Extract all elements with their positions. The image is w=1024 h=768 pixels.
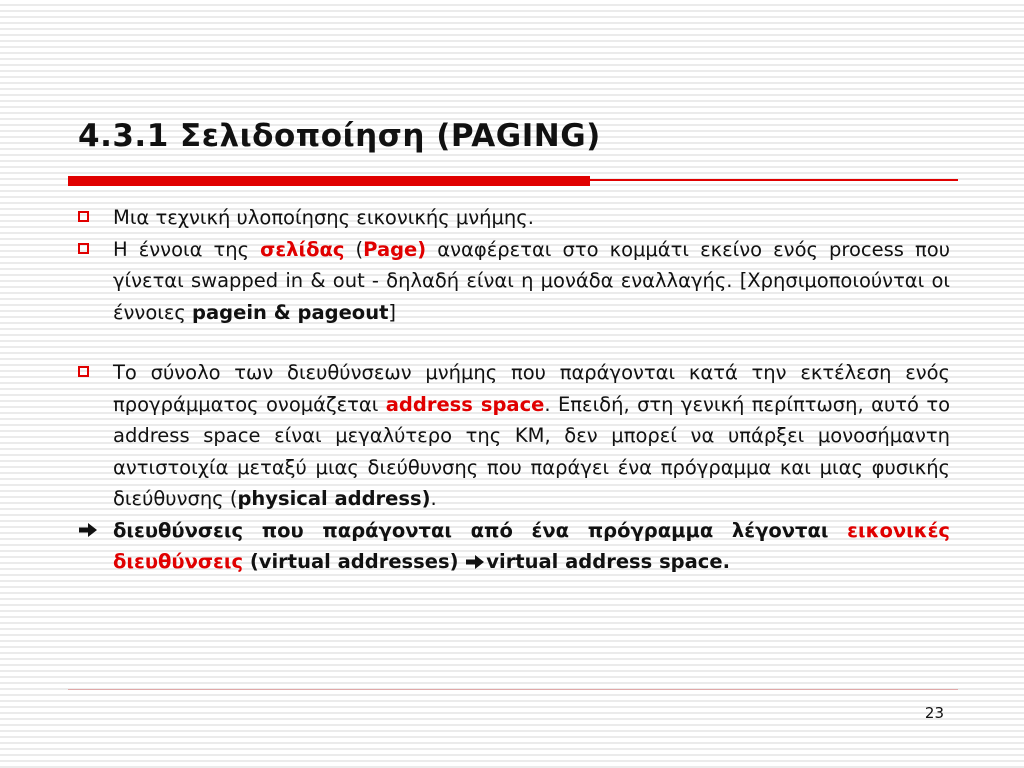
bullet-4-text-c: virtual address space.	[486, 550, 730, 573]
title-underline-thin	[590, 179, 958, 181]
bullet-item-3	[78, 357, 950, 515]
bullet-2-text-b: (	[344, 237, 364, 261]
bullet-2-text-c: αναφέρεται στο κομμάτι εκείνο ενός process που γίνεται swapped in & out - δηλαδή είναι η μονάδα εναλλαγής. [Χρησιμοποιούνται οι έννοιες	[113, 237, 950, 324]
slide-content	[78, 202, 950, 580]
bullet-3-text-b: . Επειδή, στη γενική περίπτωση, αυτό το address space είναι μεγαλύτερο της ΚΜ, δεν μπορεί να υπάρξει μονοσήμαντη αντιστοιχία μεταξύ μιας διεύθυνσης που παράγει ένα πρόγραμμα και μιας φυσικής διεύθυνσης (	[113, 392, 950, 510]
bullet-4-text-b: (virtual addresses)	[243, 550, 466, 573]
term-physical-address: physical address)	[237, 487, 431, 510]
bullet-3-text-c: .	[430, 487, 437, 510]
right-arrow-icon	[78, 515, 104, 546]
bullet-item-4	[78, 515, 950, 580]
square-bullet-icon	[78, 366, 89, 377]
slide-title: 4.3.1 Σελιδοποίηση (PAGING)	[78, 118, 601, 154]
bullet-4-text-a: διευθύνσεις που παράγονται από ένα πρόγραμμα λέγονται	[113, 518, 848, 542]
term-selidas: σελίδας	[260, 237, 345, 261]
term-address-space: address space	[385, 392, 545, 416]
bullet-2-text-d: ]	[388, 300, 397, 324]
page-number: 23	[924, 704, 944, 722]
term-page: Page)	[363, 237, 427, 261]
bullet-2-text-a: Η έννοια της	[113, 237, 261, 261]
square-bullet-icon	[78, 211, 89, 222]
term-eikonikes: εικονικές διευθύνσεις	[113, 518, 950, 573]
title-underline-thick	[68, 176, 590, 186]
right-arrow-icon	[465, 548, 485, 580]
bullet-3-text-a: Το σύνολο των διευθύνσεων μνήμης που παράγονται κατά την εκτέλεση ενός προγράμματος ονομάζεται	[113, 361, 950, 416]
bullet-1-text: Μια τεχνική υλοποίησης εικονικής μνήμης.	[113, 206, 534, 229]
bullet-item-1	[78, 202, 950, 234]
square-bullet-icon	[78, 243, 89, 254]
bullet-item-2	[78, 234, 950, 329]
footer-divider	[68, 689, 958, 690]
term-pagein-pageout: pagein & pageout	[192, 300, 389, 324]
